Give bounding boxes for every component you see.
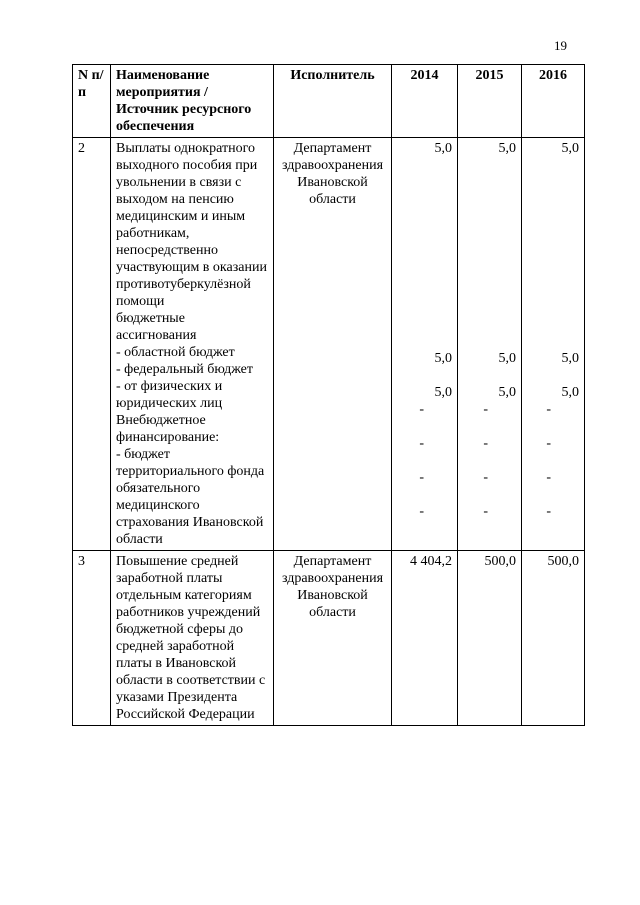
value-total: 5,0 [434, 141, 452, 156]
row-num: 2 [73, 138, 111, 551]
row-values-2015 [458, 551, 522, 726]
row-name: Повышение средней заработной платы отдельным категориям работников учреждений бюджетной сферы до средней заработной платы в Ивановской области в соответствии с указами Президента Российской Федерации [116, 554, 266, 722]
header-executor: Исполнитель [274, 65, 392, 138]
row-values-2016 [522, 551, 585, 726]
value: - [419, 402, 424, 417]
header-2014: 2014 [392, 65, 458, 138]
value-total: 5,0 [498, 141, 516, 156]
row-executor: Департамент здравоохранения Ивановской области [274, 138, 392, 551]
value: - [419, 470, 424, 485]
value: - [546, 436, 551, 451]
value: - [546, 504, 551, 519]
value: - [546, 402, 551, 417]
value: - [483, 470, 488, 485]
header-name: Наименование мероприятия / Источник ресурсного обеспечения [111, 65, 274, 138]
row-values-2015 [458, 138, 522, 551]
row-values-2016 [522, 138, 585, 551]
value: 5,0 [434, 385, 452, 400]
funding-label: - от физических и юридических лиц [116, 379, 223, 411]
funding-label: - областной бюджет [116, 345, 235, 360]
value: - [419, 436, 424, 451]
value: - [419, 504, 424, 519]
value: - [483, 504, 488, 519]
row-num: 3 [73, 551, 111, 726]
budget-table [72, 64, 585, 726]
funding-label: - бюджет территориального фонда обязательного медицинского страхования Ивановской области [116, 447, 265, 547]
value: 5,0 [561, 351, 579, 366]
value-total: 5,0 [561, 141, 579, 156]
funding-label: бюджетные ассигнования [116, 311, 197, 343]
value: - [483, 436, 488, 451]
row-name-cell [111, 551, 274, 726]
value: - [483, 402, 488, 417]
row-name-cell [111, 138, 274, 551]
header-2015: 2015 [458, 65, 522, 138]
value: 5,0 [498, 351, 516, 366]
funding-label: Внебюджетное финансирование: [116, 413, 220, 445]
value: 5,0 [434, 351, 452, 366]
table-header-row [73, 65, 585, 138]
value-total: 500,0 [484, 554, 516, 569]
row-executor: Департамент здравоохранения Ивановской области [274, 551, 392, 726]
value-total: 500,0 [547, 554, 579, 569]
row-values-2014 [392, 138, 458, 551]
value: 5,0 [498, 385, 516, 400]
page-number: 19 [554, 38, 567, 53]
value: 5,0 [561, 385, 579, 400]
header-num: N п/п [73, 65, 111, 138]
table-row [73, 551, 585, 726]
table-row [73, 138, 585, 551]
row-values-2014 [392, 551, 458, 726]
funding-label: - федеральный бюджет [116, 362, 254, 377]
header-2016: 2016 [522, 65, 585, 138]
value-total: 4 404,2 [410, 554, 452, 569]
value: - [546, 470, 551, 485]
row-name: Выплаты однократного выходного пособия при увольнении в связи с выходом на пенсию медицинским и иным работникам, непосредственно участвующим в оказании противотуберкулёзной помощи [116, 141, 267, 309]
